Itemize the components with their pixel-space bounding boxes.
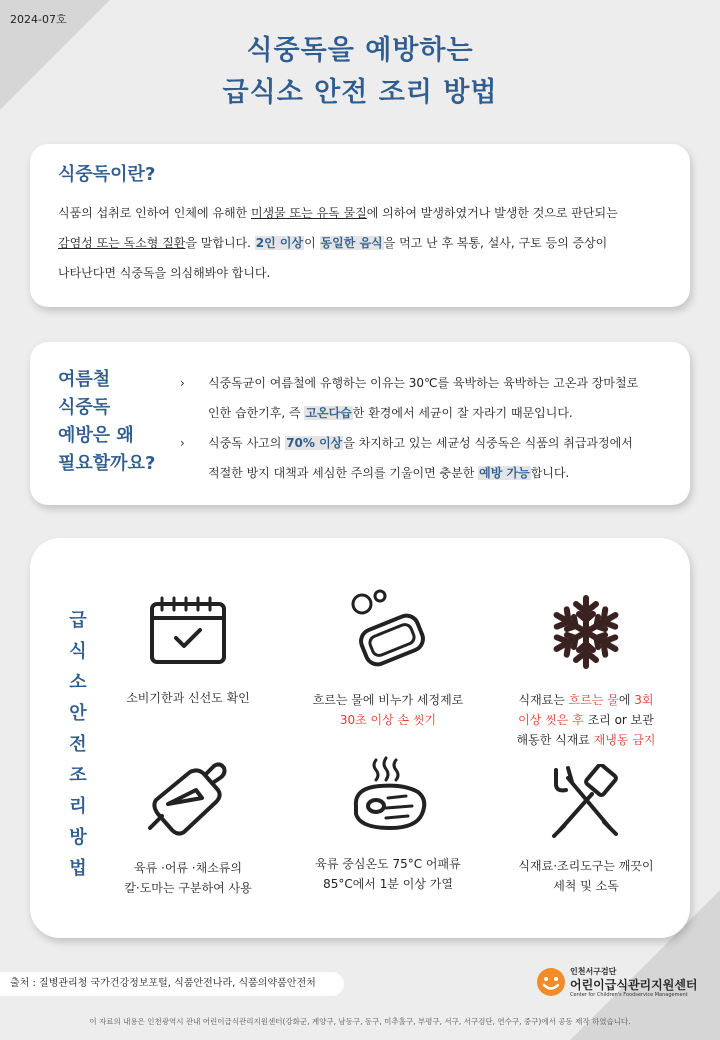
text: 에 의하여 발생하였거나 발생한 것으로 판단되는 (366, 206, 618, 220)
caption-line (486, 730, 686, 750)
heading-line: 여름철 (58, 369, 111, 390)
heading-line: 필요할까요? (58, 453, 156, 474)
heading-line: 식중독 (58, 397, 111, 418)
method-caption (288, 690, 488, 730)
method-caption (288, 854, 488, 894)
smile-logo-icon (537, 968, 565, 996)
page-title (0, 30, 720, 114)
text: 나타난다면 식중독을 의심해봐야 합니다. (58, 266, 271, 280)
method-caption (88, 858, 288, 898)
highlight-text: 동일한 음식 (320, 236, 383, 250)
method-item (88, 596, 288, 708)
underlined-text: 감염성 또는 독소형 질환 (58, 236, 186, 250)
heading-line: 예방은 왜 (58, 425, 134, 446)
definition-text (58, 198, 678, 288)
text: 해동한 식재료 (516, 733, 594, 747)
logo-region: 인천서구검단 (570, 967, 617, 976)
logo-name: 어린이급식관리지원센터 (570, 978, 698, 992)
title-char: 방 (69, 827, 87, 848)
highlight-text: 70% 이상 (286, 436, 343, 450)
title-char: 전 (69, 734, 87, 755)
cutting-board-knife-icon (146, 760, 230, 840)
caption-line (486, 690, 686, 710)
definition-card (30, 144, 690, 307)
utensils-cross-icon (548, 764, 624, 840)
caption-line: 식재료·조리도구는 깨끗이 (518, 859, 654, 873)
title-char: 급 (69, 610, 87, 631)
methods-card (30, 538, 690, 938)
highlight-text: 2인 이상 (255, 236, 304, 250)
method-item (486, 592, 686, 750)
text: 적절한 방지 대책과 세심한 주의를 기울이면 충분한 (208, 466, 479, 480)
caption-line: 85°C에서 1분 이상 가열 (323, 877, 453, 891)
red-text: 3회 (634, 693, 654, 707)
title-char: 식 (69, 641, 87, 662)
method-caption (486, 690, 686, 750)
method-item (288, 756, 488, 894)
title-line: 급식소 안전 조리 방법 (222, 77, 498, 108)
summer-card (30, 342, 690, 505)
chevron-right-icon: › (180, 436, 185, 450)
caption-line: 육류 중심온도 75°C 어패류 (315, 857, 461, 871)
text: 인한 습한기후, 즉 (208, 406, 305, 420)
bullet-text (208, 368, 678, 428)
smile-face-icon (537, 968, 565, 996)
grilled-meat-icon (346, 756, 430, 838)
caption-line (486, 710, 686, 730)
title-char: 안 (69, 703, 87, 724)
caption-line: 육류 ·어류 ·채소류의 (134, 861, 242, 875)
text: 에 (618, 693, 635, 707)
methods-vertical-title (66, 605, 90, 884)
chevron-right-icon: › (180, 376, 185, 390)
method-caption (486, 856, 686, 896)
title-char: 리 (69, 796, 87, 817)
summer-heading (58, 366, 155, 478)
method-item (88, 760, 288, 898)
text: 식중독 사고의 (208, 436, 286, 450)
caption-line: 30초 이상 손 씻기 (339, 713, 437, 727)
bullet-text (208, 428, 678, 488)
source-label: 출처 : 질병관리청 국가건강정보포털, 식품안전나라, 식품의약품안전처 (0, 972, 344, 996)
method-caption: 소비기한과 신선도 확인 (126, 691, 250, 705)
red-text: 흐르는 물 (568, 693, 619, 707)
red-text: 이상 씻은 후 (518, 713, 584, 727)
title-char: 소 (69, 672, 87, 693)
definition-heading: 식중독이란? (58, 164, 156, 185)
title-char: 법 (69, 858, 87, 879)
issue-number: 2024-07호 (10, 13, 67, 26)
text: 조리 or 보관 (583, 713, 654, 727)
text: 합니다. (530, 466, 570, 480)
caption-line: 칼·도마는 구분하여 사용 (124, 881, 252, 895)
red-text: 재냉동 금지 (593, 733, 656, 747)
caption-line: 세척 및 소독 (553, 879, 619, 893)
title-line: 식중독을 예방하는 (246, 35, 474, 66)
center-logo (537, 964, 707, 1000)
text: 을 말합니다. (185, 236, 255, 250)
text: 을 차지하고 있는 세균성 식중독은 식품의 취급과정에서 (343, 436, 633, 450)
soap-bubbles-icon (348, 588, 428, 668)
caption-line: 흐르는 물에 비누가 세정제로 (312, 693, 464, 707)
underlined-text: 미생물 또는 유독 물질 (250, 206, 367, 220)
logo-english: Center for Children's Foodservice Management (570, 992, 688, 998)
text: 식품의 섭취로 인하여 인체에 유해한 (58, 206, 251, 220)
footer-note: 이 자료의 내용은 인천광역시 관내 어린이급식관리지원센터(강화군, 계양구, 남동구, 동구, 미추홀구, 부평구, 서구, 서구검단, 연수구, 중구)에서 공동 제작 하였습니다. (89, 1017, 631, 1026)
highlight-text: 예방 가능 (479, 466, 530, 480)
text: 을 먹고 난 후 복통, 설사, 구토 등의 증상이 (383, 236, 608, 250)
highlight-text: 고온다습 (305, 406, 352, 420)
text: 이 (304, 236, 320, 250)
snowflake-icon (546, 592, 626, 672)
calendar-check-icon (148, 596, 228, 666)
text: 한 환경에서 세균이 잘 자라기 때문입니다. (352, 406, 573, 420)
text: 식중독균이 여름철에 유행하는 이유는 30℃를 육박하는 육박하는 고온과 장마철로 (208, 376, 639, 390)
method-item (486, 764, 686, 896)
text: 식재료는 (518, 693, 569, 707)
method-item (288, 588, 488, 730)
title-char: 조 (69, 765, 87, 786)
